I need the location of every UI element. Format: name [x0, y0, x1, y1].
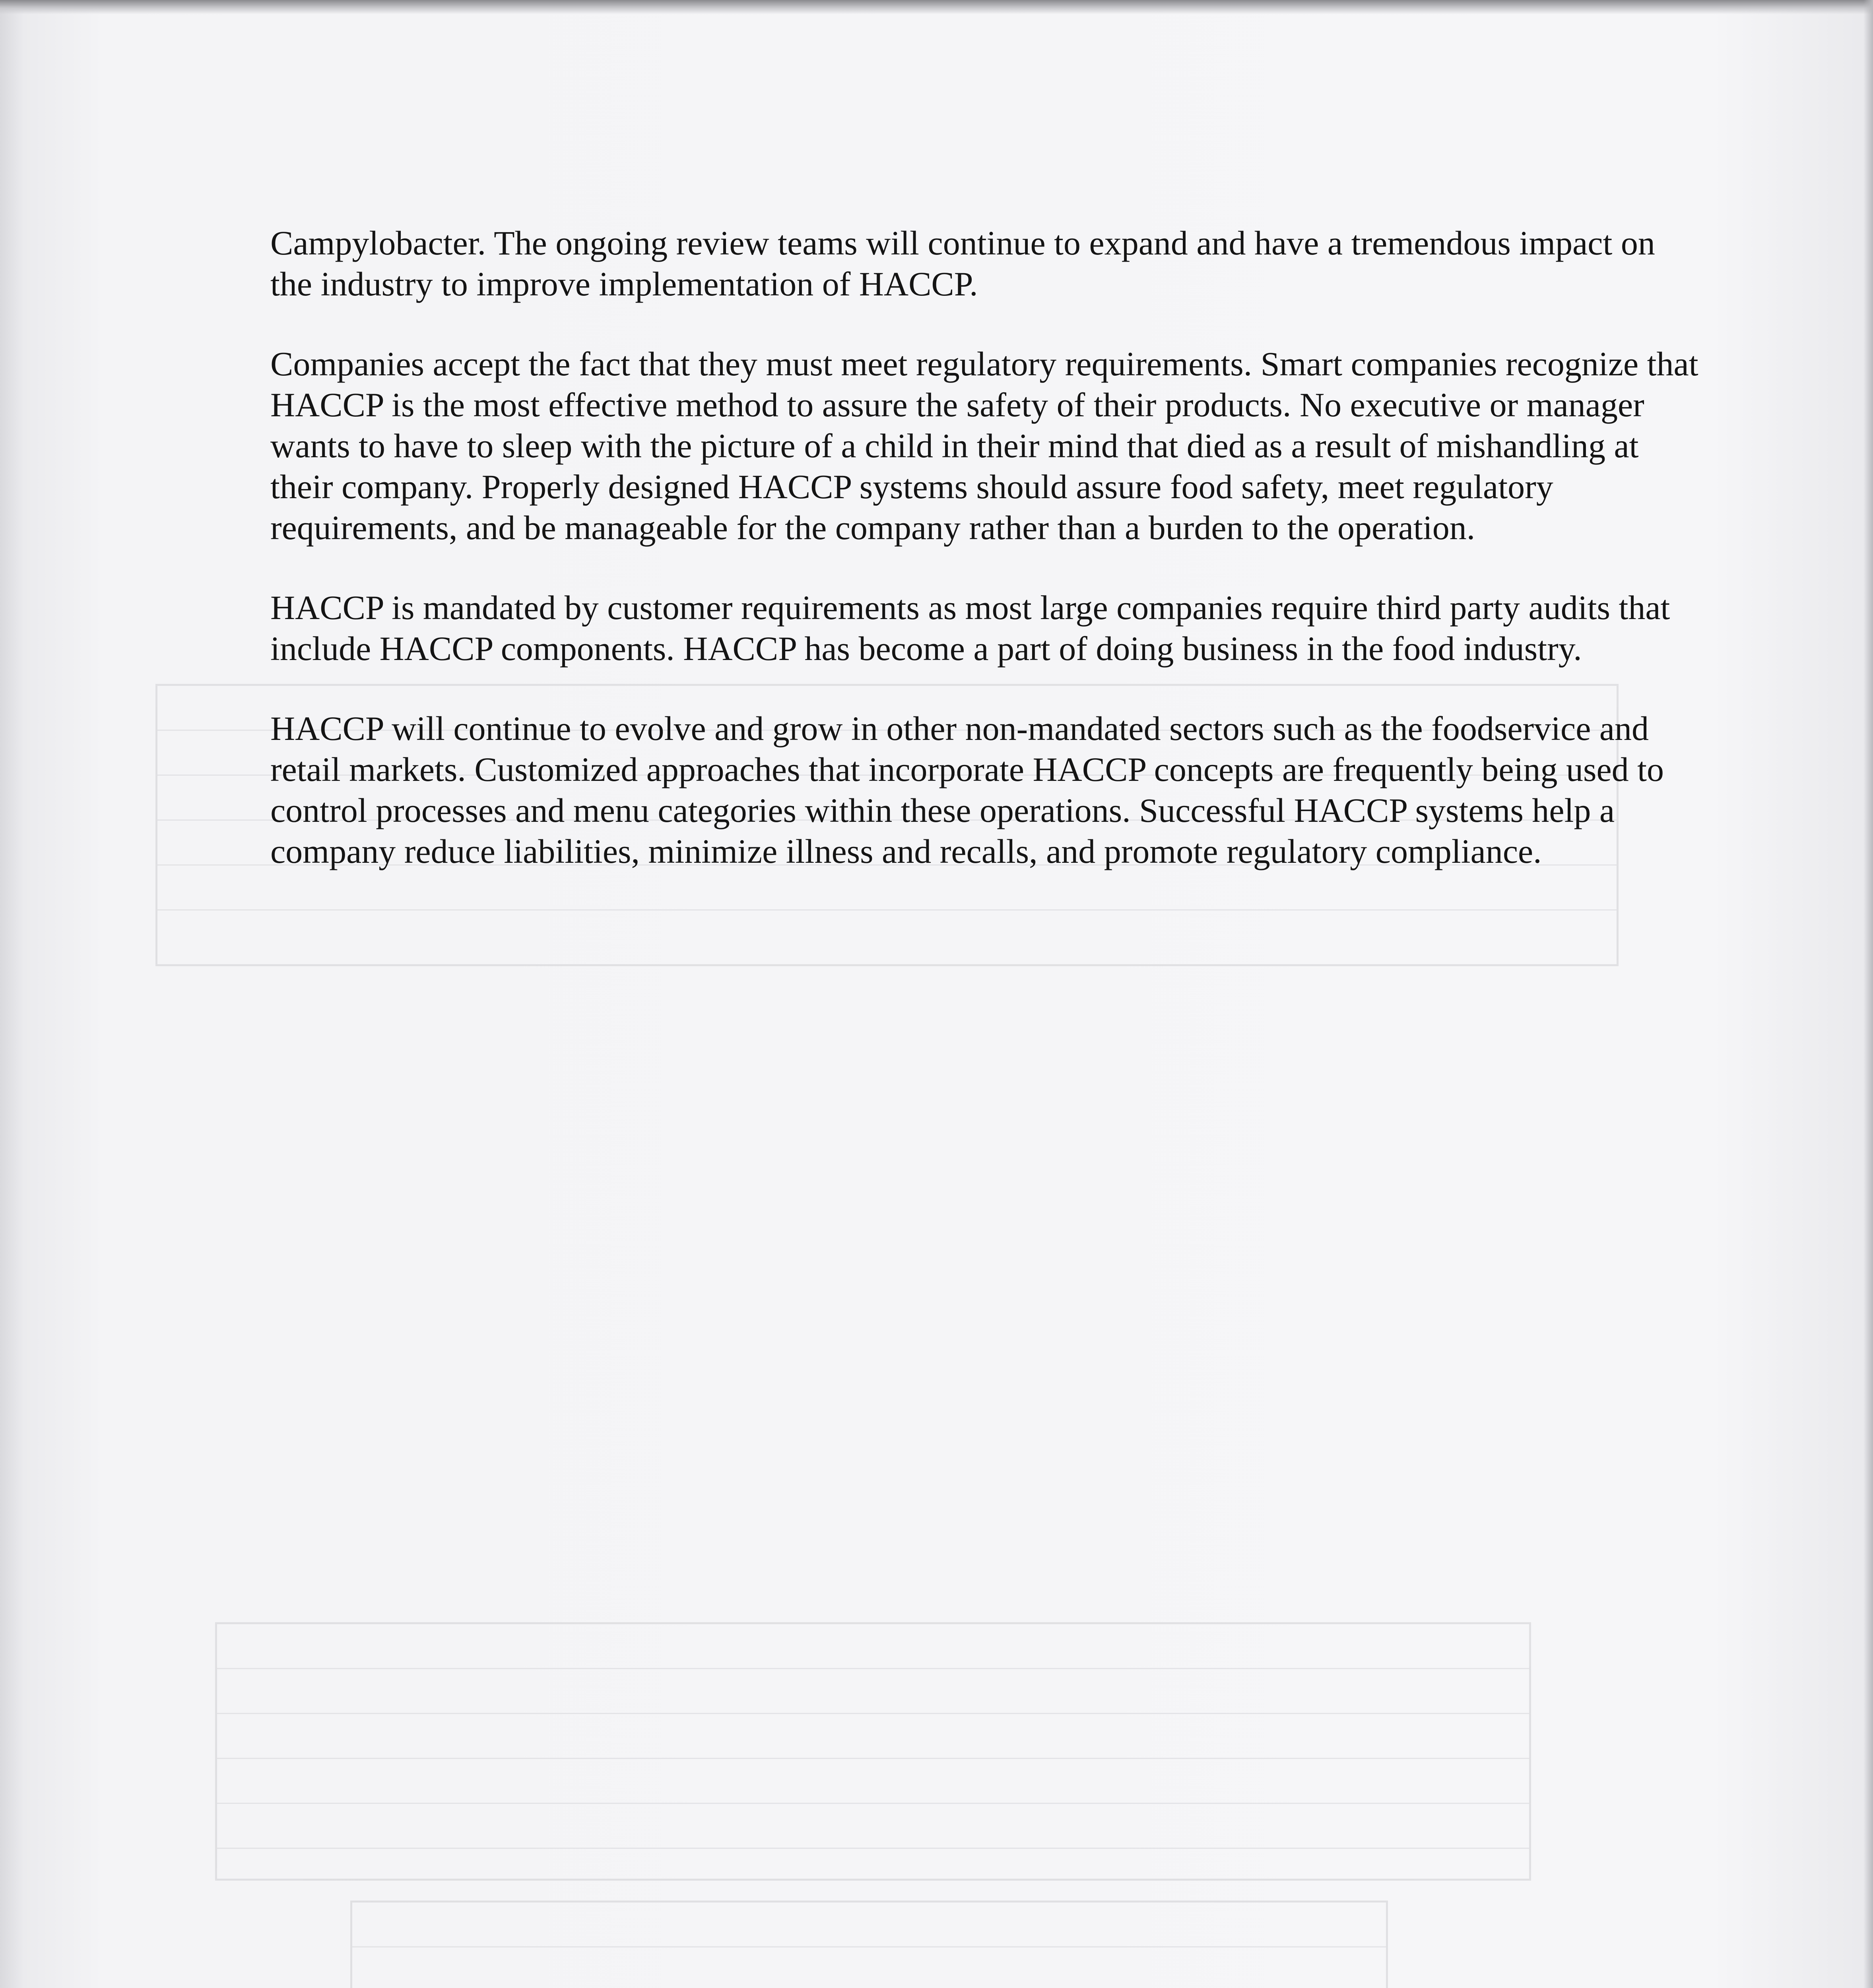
scanner-edge-right: [1863, 0, 1873, 1988]
bleed-table-shape: [350, 1901, 1388, 1988]
bleed-table-shape: [215, 1622, 1531, 1881]
paragraph-non-mandated-sectors: HACCP will continue to evolve and grow in other non-mandated sectors such as the foodservice and retail markets. Customized approaches that incorporate HACCP concepts are frequently being used to control processes and menu categories within these operations. Successful HACCP systems help a company reduce liabilities, minimize illness and recalls, and promote regulatory compliance.: [270, 709, 1664, 870]
paragraph-customer-requirements: HACCP is mandated by customer requirements as most large companies require third party audits that include HACCP components. HACCP has become a part of doing business in the food industry.: [270, 588, 1670, 668]
paragraph-regulatory-requirements: Companies accept the fact that they must meet regulatory requirements. Smart companies recognize that HACCP is the most effective method to assure the safety of their products. No executive or manager wants to have to sleep with the picture of a child in their mind that died as a result of mishandling at their company. Properly designed HACCP systems should assure food safety, meet regulatory requirements, and be manageable for the company rather than a burden to the operation.: [270, 345, 1698, 547]
paragraph-campylobacter: Campylobacter. The ongoing review teams will continue to expand and have a tremendous impact on the industry to improve implementation of HACCP.: [270, 224, 1655, 303]
body-text: [270, 223, 1702, 911]
scanner-edge-top: [0, 0, 1873, 14]
